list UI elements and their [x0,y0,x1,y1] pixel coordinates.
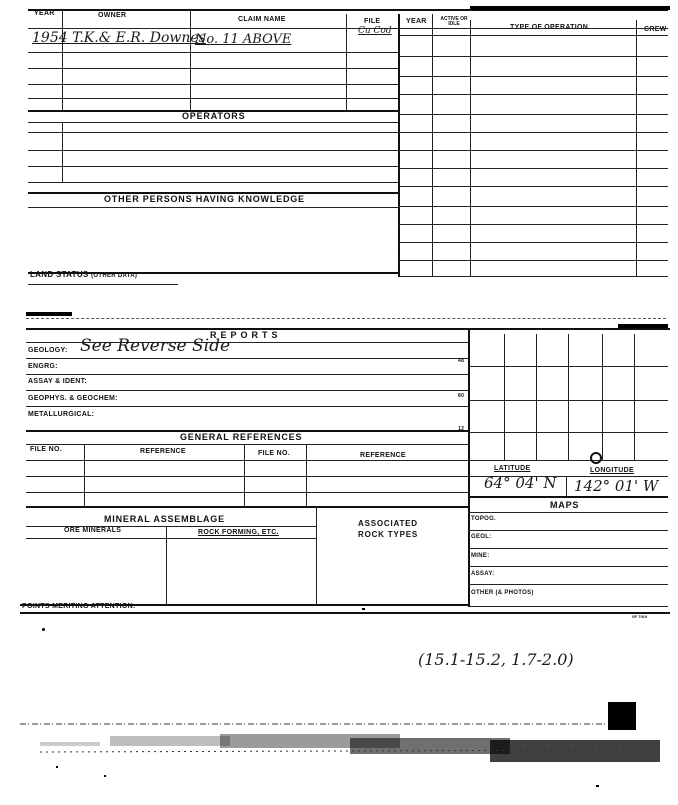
reference-header: REFERENCE [140,448,186,455]
maps-assay-label: ASSAY: [471,571,495,577]
claim-name-header: CLAIM NAME [238,16,286,23]
number-12: 12 [458,426,465,432]
file-header: FILE [364,18,381,25]
handwritten-coordinates: (15.1-15.2, 1.7-2.0) [418,650,574,669]
year2-header: YEAR [406,18,427,25]
assay-label: ASSAY & IDENT: [28,378,88,385]
type-operation-header: TYPE OF OPERATION [510,24,589,31]
scan-noise-band [20,722,660,768]
geology-entry: See Reverse Side [80,336,231,356]
stray-dot [56,766,58,768]
ore-minerals-header: ORE MINERALS [64,527,122,534]
mine-label: MINE: [471,553,490,559]
file-no-header: FILE NO. [30,446,62,453]
land-status-heading [30,270,137,279]
longitude-value: 142° 01' W [574,477,659,495]
general-references-heading: GENERAL REFERENCES [180,432,303,442]
active-idle-header: ACTIVE OR IDLE [440,16,468,27]
reference2-header: REFERENCE [360,452,406,459]
file-no2-header: FILE NO. [258,450,290,457]
latitude-label: LATITUDE [494,465,531,472]
reports-heading: REPORTS [210,330,282,340]
operators-heading: OPERATORS [182,111,246,121]
separator-mark-left [26,312,72,316]
location-marker-icon [590,452,602,464]
crew-header: CREW [644,26,667,33]
claim-entry: No. 11 ABOVE [195,32,292,47]
other-photos-label: OTHER (& PHOTOS) [471,590,534,596]
rock-forming-header: ROCK FORMING, ETC. [198,529,279,536]
latitude-value: 64° 04' N [484,474,557,492]
engrg-label: ENGRG: [28,363,58,370]
points-meriting-label: POINTS MERITING ATTENTION: [22,603,136,610]
owner-entry: 1954 T.K.& E.R. Downes [32,30,206,46]
geophys-label: GEOPHYS. & GEOCHEM: [28,395,118,402]
metallurgical-label: METALLURGICAL: [28,411,95,418]
stray-dot [596,785,599,787]
stray-dot [362,608,365,610]
other-persons-heading: OTHER PERSONS HAVING KNOWLEDGE [104,194,305,204]
topog-label: TOPOG. [471,516,497,522]
owner-header: OWNER [98,12,127,19]
corner-block [608,702,636,730]
stray-dot [104,775,106,777]
stray-dot [42,628,45,631]
land-status-label: LAND STATUS [30,270,89,279]
number-48: 48 [458,358,465,364]
longitude-label: LONGITUDE [590,467,634,474]
number-80: 80 [458,393,465,399]
geology-label: GEOLOGY: [28,347,68,354]
maps-heading: MAPS [550,500,580,510]
associated-header: ASSOCIATED [358,519,418,528]
file-entry: Cu Cod [358,26,392,36]
form-number: SF 7919 [632,614,648,619]
land-status-sub: (OTHER DATA) [91,273,138,279]
geol-label: GEOL: [471,534,492,540]
mineral-assemblage-heading: MINERAL ASSEMBLAGE [104,514,225,524]
year-header: YEAR [34,10,55,17]
rock-types-header: ROCK TYPES [358,530,419,539]
